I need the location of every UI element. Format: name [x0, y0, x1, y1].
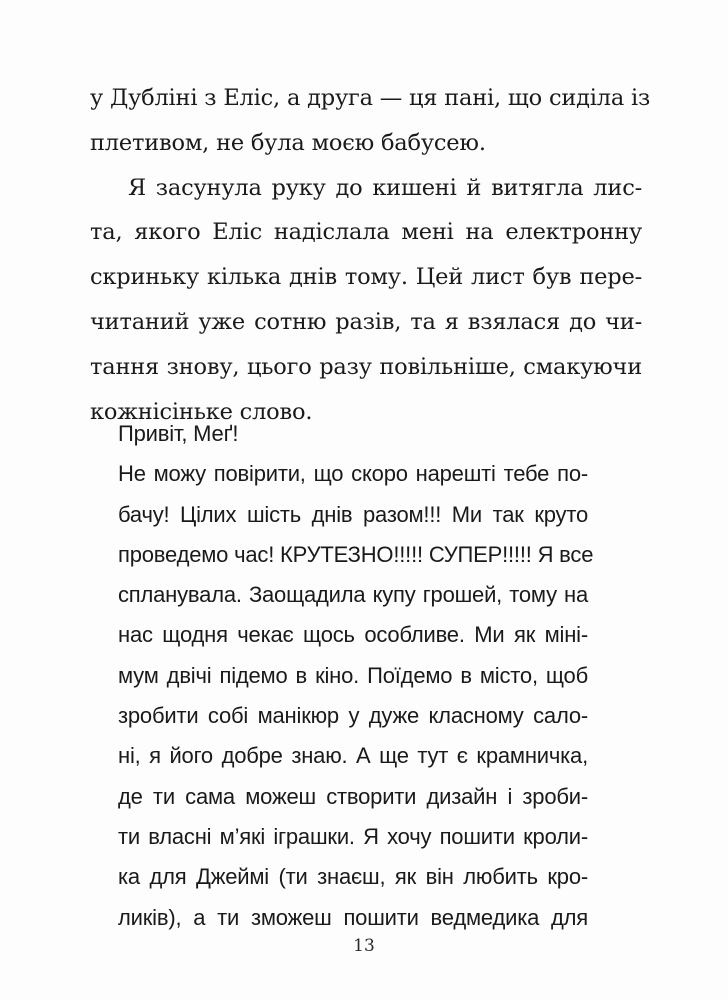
letter-line: ти власні м’які іграшки. Я хочу пошити кроли-	[118, 823, 588, 849]
letter-line: де ти сама можеш створити дизайн і зроби-	[118, 783, 588, 809]
narrative-line: плетивом, не була моєю бабусею.	[90, 129, 486, 156]
letter-line: ні, я його добре знаю. А ще тут є крамничка,	[118, 743, 588, 769]
narrative-line: у Дубліні з Еліс, а друга — ця пані, що сиділа із	[90, 85, 651, 111]
letter-line: ка для Джеймі (ти знаєш, як він любить кро-	[118, 864, 588, 890]
narrative-line: Я засунула руку до кишені й витягла лис-	[128, 174, 642, 201]
letter-line: нас щодня чекає щось особливе. Ми як міні-	[118, 622, 588, 648]
letter-line: зробити собі манікюр у дуже класному сало-	[118, 703, 588, 729]
narrative-text	[90, 76, 651, 434]
letter-line: бачу! Цілих шість днів разом!!! Ми так круто	[118, 501, 588, 527]
letter-line: проведемо час! КРУТЕЗНО!!!!! СУПЕР!!!!! Я все	[118, 541, 594, 567]
narrative-line: кожнісіньке слово.	[90, 398, 313, 425]
letter-greeting: Привіт, Меґ!	[118, 421, 239, 446]
email-letter	[118, 414, 594, 938]
narrative-line: скриньку кілька днів тому. Цей лист був пере-	[90, 264, 642, 291]
narrative-line: та, якого Еліс надіслала мені на електронну	[90, 219, 642, 246]
narrative-line: тання знову, цього разу повільніше, смакуючи	[90, 353, 642, 380]
narrative-line: читаний уже сотню разів, та я взялася до чи-	[90, 308, 642, 335]
page-number: 13	[353, 936, 375, 956]
letter-line: мум двічі підемо в кіно. Поїдемо в місто, щоб	[118, 662, 588, 688]
letter-line: Не можу повірити, що скоро нарешті тебе по-	[118, 461, 588, 487]
letter-line: ликів), а ти зможеш пошити ведмедика для	[118, 904, 588, 930]
letter-line: спланувала. Заощадила купу грошей, тому на	[118, 582, 588, 608]
